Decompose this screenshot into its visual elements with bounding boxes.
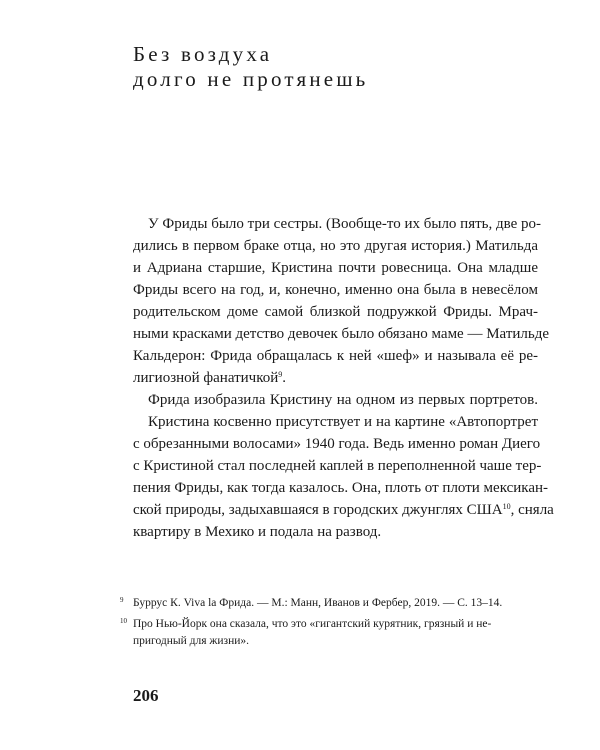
text-line: родительском доме самой близкой подружкой Фриды. Мрач- [133,304,538,320]
text-line: Фрида изобразила Кристину на одном из первых портретов. [148,392,538,408]
footnote-text: пригодный для жизни». [133,635,249,647]
footnote-number: 9 [120,596,124,604]
body-text [133,213,554,543]
chapter-title-line-1: Без воздуха [133,42,273,66]
footnote-number: 10 [120,617,127,625]
text-line: У Фриды было три сестры. (Вообще-то их было пять, две ро- [148,216,542,232]
text-line [133,499,554,521]
footnote-10 [120,616,538,650]
text-fragment: ской природы, задыхавшаяся в городских джунглях США [133,502,503,518]
chapter-title [133,42,368,92]
text-line: Кальдерон: Фрида обращалась к ней «шеф» и называла её ре- [133,348,538,364]
text-line: дились в первом браке отца, но это другая история.) Матильда [133,238,538,254]
text-line: квартиру в Мехико и подала на развод. [133,524,382,540]
text-fragment: , сняла [510,502,554,518]
footnote-9 [120,595,538,612]
text-line: с обрезанными волосами» 1940 года. Ведь именно роман Диего [133,436,541,452]
text-line: пения Фриды, как тогда казалось. Она, плоть от плоти мексикан- [133,480,549,496]
paragraph-1 [133,213,550,389]
text-line: ными красками детство девочек было обязано маме — Матильде [133,326,550,342]
text-line: Фриды всего на год, и, конечно, именно она была в невесёлом [133,282,538,298]
footnote-text: Про Нью-Йорк она сказала, что это «гигантский курятник, грязный и не- [133,618,492,630]
text-line: с Кристиной стал последней каплей в переполненной чаше тер- [133,458,542,474]
text-line: лигиозной фанатичкой$^9$. [133,370,287,386]
page-number: 206 [133,686,159,705]
footnote-text: Буррус К. Viva la Фрида. — М.: Манн, Иванов и Фербер, 2019. — С. 13–14. [133,597,503,609]
footnote-ref-9: 9 [278,370,283,379]
footnotes [120,595,538,654]
paragraph-2 [133,389,554,543]
text-line: и Адриана старшие, Кристина почти ровесница. Она младше [133,260,538,276]
chapter-title-line-2: долго не протянешь [133,67,369,91]
text-line: Кристина косвенно присутствует и на картине «Автопортрет [148,414,538,430]
footnote-ref-10: 10 [502,502,511,511]
text-fragment: лигиозной фанатичкой [133,370,279,386]
